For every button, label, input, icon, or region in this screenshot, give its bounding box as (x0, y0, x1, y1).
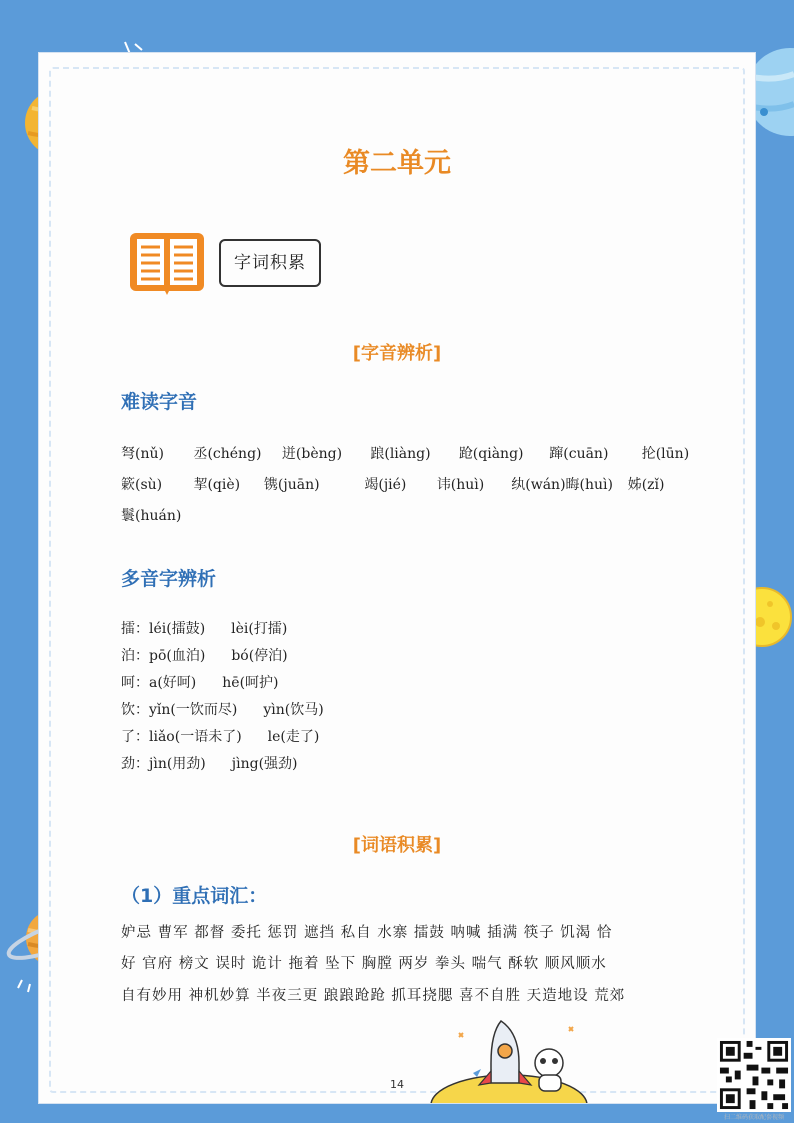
polyphone-reading-a: a(好呵) (149, 675, 197, 691)
unit-title: 第二单元 (343, 148, 451, 179)
pronunciation-heading: [字音辨析] (352, 343, 442, 364)
polyphone-reading-b: lèi(打擂) (231, 621, 288, 637)
page-number: 14 (390, 1078, 404, 1091)
polyphone-row (121, 726, 319, 746)
polyphone-heading: 多音字辨析 (121, 568, 217, 590)
pinyin-entry: 鬟(huán) (121, 508, 182, 524)
polyphone-reading-b: jìng(强劲) (231, 756, 298, 772)
pinyin-entry: 竭(jié) (364, 477, 407, 493)
polyphone-char: 饮： (121, 702, 149, 718)
pinyin-entry: 弩(nǔ) (121, 446, 164, 462)
qr-code (717, 1038, 791, 1112)
polyphone-row (121, 753, 298, 773)
polyphone-reading-a: liǎo(一语未了) (149, 729, 242, 745)
pinyin-entry: 跄(qiàng) (458, 446, 524, 462)
polyphone-char: 泊： (121, 648, 149, 664)
pinyin-entry: 迸(bèng) (281, 446, 343, 462)
polyphone-row (121, 618, 287, 638)
pinyin-entry: 纨(wán)晦(huì) (511, 477, 613, 493)
pronunciation-row-3 (121, 505, 181, 525)
polyphone-char: 呵： (121, 675, 149, 691)
pronunciation-row-2 (121, 474, 665, 494)
polyphone-reading-b: le(走了) (267, 729, 320, 745)
pinyin-entry: 姊(zǐ) (627, 477, 665, 493)
key-words-heading: （1）重点词汇： (121, 885, 268, 907)
polyphone-char: 擂： (121, 621, 149, 637)
polyphone-reading-a: yǐn(一饮而尽) (149, 702, 238, 718)
polyphone-char: 了： (121, 729, 149, 745)
pronunciation-row-1 (121, 443, 689, 463)
polyphone-reading-b: bó(停泊) (231, 648, 288, 664)
section-label-box: 字词积累 (219, 239, 321, 287)
polyphone-reading-b: hē(呵护) (222, 675, 279, 691)
pinyin-entry: 镌(juān) (263, 477, 320, 493)
pinyin-entry: 簌(sù) (121, 477, 163, 493)
polyphone-reading-a: jìn(用劲) (149, 756, 206, 772)
pinyin-entry: 踉(liàng) (370, 446, 431, 462)
vocabulary-heading: [词语积累] (352, 835, 442, 856)
vocab-line-3: 自有妙用 神机妙算 半夜三更 踉踉跄跄 抓耳挠腮 喜不自胜 天造地设 荒郊 (121, 988, 626, 1004)
rocket-icon (479, 1021, 531, 1085)
qr-caption: 扫二维码获取配套视频 (723, 1114, 784, 1121)
polyphone-reading-b: yìn(饮马) (263, 702, 324, 718)
polyphone-row (121, 672, 279, 692)
vocab-line-2: 好 官府 榜文 误时 诡计 拖着 坠下 胸膛 两岁 拳头 喘气 酥软 顺风顺水 (121, 956, 607, 972)
pinyin-entry: 丞(chéng) (193, 446, 262, 462)
pinyin-entry: 蹿(cuān) (549, 446, 609, 462)
pinyin-entry: 讳(huì) (436, 477, 485, 493)
worksheet-page (38, 52, 756, 1104)
difficult-pronunciation-heading: 难读字音 (121, 391, 198, 413)
polyphone-row (121, 645, 288, 665)
polyphone-reading-a: léi(擂鼓) (149, 621, 206, 637)
polyphone-reading-a: pō(血泊) (149, 648, 206, 664)
polyphone-row (121, 699, 324, 719)
open-book-icon (129, 227, 205, 297)
pinyin-entry: 抡(lūn) (641, 446, 690, 462)
vocab-line-1: 妒忌 曹军 都督 委托 惩罚 遮挡 私自 水寨 擂鼓 呐喊 插满 筷子 饥渴 恰 (121, 925, 613, 941)
polyphone-char: 劲： (121, 756, 149, 772)
pinyin-entry: 挈(qiè) (193, 477, 241, 493)
